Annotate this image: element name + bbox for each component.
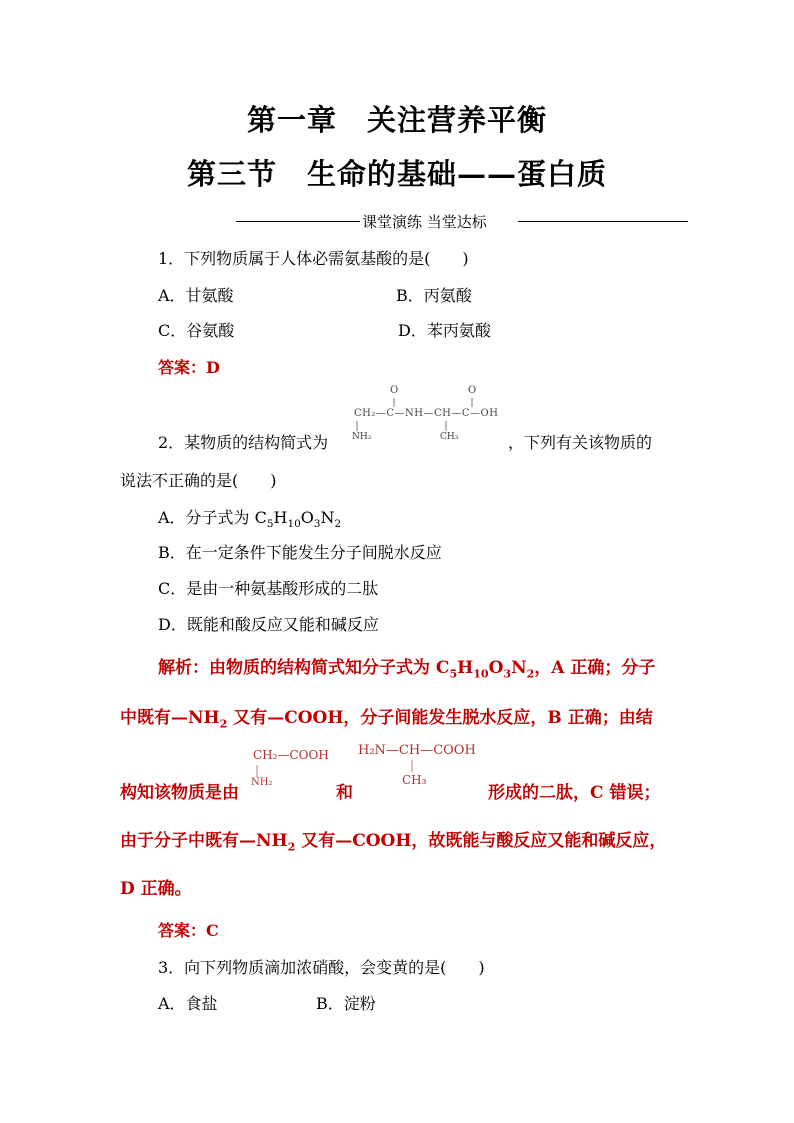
- analysis-sub: 3: [503, 667, 512, 681]
- q2-struct-o2: O: [468, 385, 477, 396]
- q2-option-a-sub: 2: [334, 518, 342, 531]
- q2-stem-post: ，下列有关该物质的: [508, 433, 653, 452]
- banner-line-right: [518, 221, 688, 222]
- q3-option-a: A．食盐: [158, 994, 218, 1013]
- analysis-text: ，A 正确；分子: [534, 658, 656, 678]
- q2-option-a-text: N: [320, 508, 335, 527]
- q2-option-a-sub: 3: [313, 518, 321, 531]
- q1-option-d: D．苯丙氨酸: [398, 321, 491, 340]
- analysis-text: N: [511, 658, 527, 678]
- banner-line-left: [236, 221, 360, 222]
- analysis-sub: 10: [473, 667, 489, 681]
- q1-option-b: B．丙氨酸: [396, 286, 472, 305]
- chapter-title: 第一章 关注营养平衡: [246, 103, 547, 137]
- banner-label: 课堂演练 当堂达标: [362, 213, 487, 231]
- analysis-sub: 2: [526, 667, 535, 681]
- analysis-text: O: [488, 658, 504, 678]
- q1-option-c: C．谷氨酸: [158, 321, 235, 340]
- q2-analysis-line3c: 形成的二肽，C 错误；: [488, 783, 661, 803]
- glycine-nh2: NH₂: [251, 777, 273, 788]
- q1-answer-label: 答案：: [158, 358, 207, 377]
- q3-option-b: B．淀粉: [316, 994, 376, 1013]
- analysis-text: H: [457, 658, 474, 678]
- analysis-sub: 2: [219, 717, 228, 731]
- q2-analysis-line4: [120, 826, 666, 853]
- q2-option-d: D．既能和酸反应又能和碱反应: [158, 615, 379, 634]
- q2-structure-diagram: [350, 385, 510, 447]
- analysis-text: 又有—COOH，故既能与酸反应又能和碱反应，: [295, 831, 667, 851]
- q1-stem: 1．下列物质属于人体必需氨基酸的是( ): [158, 249, 469, 268]
- q2-option-a-sub: 10: [287, 518, 301, 531]
- q1-answer: [158, 355, 220, 378]
- q2-answer-value: C: [206, 921, 219, 940]
- q2-option-a: [158, 505, 341, 530]
- q2-struct-o1: O: [390, 385, 399, 396]
- section-title: 第三节 生命的基础——蛋白质: [186, 157, 607, 191]
- alanine-structure: [356, 740, 496, 790]
- q1-option-a: A．甘氨酸: [158, 286, 234, 305]
- q2-analysis-line1: [158, 653, 655, 680]
- q2-analysis-line3b: 和: [336, 783, 353, 803]
- practice-banner: [236, 211, 706, 231]
- glycine-main: CH₂—COOH: [253, 748, 329, 762]
- q2-option-a-text: O: [300, 508, 314, 527]
- analysis-text: 又有—COOH，分子间能发生脱水反应，B 正确；由结: [227, 708, 653, 728]
- q2-struct-nh2: NH₂: [352, 432, 372, 442]
- alanine-ch3: CH₃: [402, 773, 427, 787]
- q2-answer: [158, 918, 219, 941]
- q2-analysis-line2: [120, 703, 653, 730]
- q2-struct-main: CH₂—C—NH—CH—C—OH: [354, 408, 499, 419]
- q3-stem: 3．向下列物质滴加浓硝酸，会变黄的是( ): [158, 958, 485, 977]
- q2-answer-label: 答案：: [158, 921, 207, 940]
- q2-option-a-text: H: [273, 508, 288, 527]
- glycine-structure: [250, 745, 350, 795]
- analysis-text: 由于分子中既有—NH: [120, 831, 288, 851]
- q2-stem-pre: 2．某物质的结构简式为: [158, 433, 329, 452]
- q2-struct-ch3: CH₃: [440, 432, 459, 442]
- analysis-sub: 5: [449, 667, 458, 681]
- q2-option-a-text: A．分子式为 C: [158, 508, 267, 527]
- q2-option-c: C．是由一种氨基酸形成的二肽: [158, 579, 379, 598]
- q2-analysis-line3a: 构知该物质是由: [120, 783, 239, 803]
- analysis-text: 解析：由物质的结构简式知分子式为 C: [158, 658, 450, 678]
- alanine-main: H₂N—CH—COOH: [358, 743, 476, 758]
- q2-option-a-sub: 5: [266, 518, 274, 531]
- q2-option-b: B．在一定条件下能发生分子间脱水反应: [158, 543, 442, 562]
- q2-analysis-line5: D 正确。: [120, 879, 192, 899]
- q1-answer-value: D: [206, 358, 220, 377]
- analysis-text: 中既有—NH: [120, 708, 220, 728]
- analysis-sub: 2: [287, 840, 296, 854]
- q2-stem-line2: 说法不正确的是( ): [120, 471, 277, 490]
